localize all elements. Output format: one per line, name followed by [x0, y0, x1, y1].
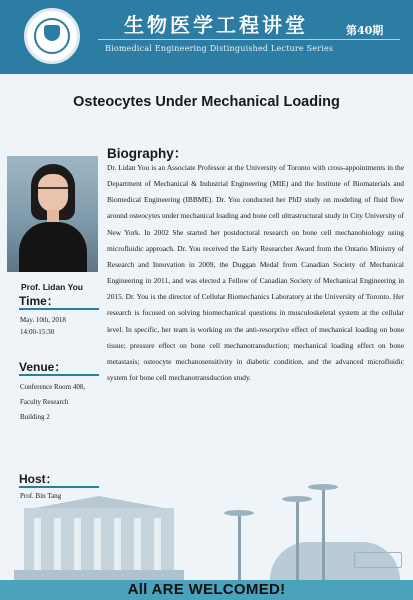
footer-banner	[0, 580, 413, 600]
calligraphy-seal	[354, 552, 402, 568]
speaker-name: Prof. Lidan You	[20, 282, 84, 292]
lecture-hours: 14:00-15:30	[20, 328, 55, 336]
venue-line-1: Conference Room 408,	[20, 383, 86, 391]
venue-line-3: Building 2	[20, 413, 50, 421]
lecture-date: May. 10th, 2018	[20, 316, 66, 324]
venue-details	[20, 380, 106, 425]
venue-divider	[19, 374, 99, 376]
time-details	[20, 314, 106, 338]
biography-text: Dr. Lidan You is an Associate Professor at the University of Toronto with cross-appointments in the Department of Mechanical & Industrial Engineering (MIE) and the Institute of Biomaterials and Biomedical Engineering (IBBME). Dr. You conducted her PhD study on modeling of fluid flow around osteocytes under mechanical loading and bone cell ultrastructural study in City University of New York. In 2002 She started her postdoctoral research on bone cell mechanobiology using microfluidic approach. Dr. You received the Early Researcher Award from the Ontario Ministry of Research and Innovation in 2009, the Duggan Medal from Canadian Society of Mechanical Engineering in 2011, and was elected a Fellow of Canadian Society of Mechanical Engineering in 2015. Dr. You is the director of Cellular Biomechanics Laboratory at the University of Toronto. Her research is focused on solving biomechanical questions in musculoskeletal system at the cellular level. In specific, her team is working on the anti-resorptive effect of mechanical loading on bone tissue; pressure effect on bone cell mechanotransduction; mechanical loading effect on bone metastasis; osteocyte mechanosensitivity in diabetic condition, and the advanced microfluidic system for bone cell mechanotransduction study.	[107, 163, 404, 383]
welcome-text: All ARE WELCOMED!	[127, 581, 286, 598]
host-heading: Host：	[19, 472, 58, 486]
host-name: Prof. Bin Tang	[20, 492, 62, 500]
biography-heading: Biography：	[107, 146, 188, 161]
time-divider	[19, 308, 99, 310]
issue-number: 第40期	[346, 24, 384, 37]
speaker-photo	[7, 156, 98, 272]
time-heading: Time：	[19, 294, 59, 308]
university-logo-icon	[24, 8, 80, 64]
lecture-title: Osteocytes Under Mechanical Loading	[73, 94, 340, 110]
series-title-chinese: 生物医学工程讲堂	[124, 13, 308, 37]
poster-header	[0, 0, 413, 74]
header-divider	[98, 39, 400, 40]
series-subtitle: Biomedical Engineering Distinguished Lecture Series	[105, 44, 334, 53]
campus-illustration	[0, 470, 413, 580]
venue-line-2: Faculty Research	[20, 398, 69, 406]
venue-heading: Venue：	[19, 360, 67, 374]
